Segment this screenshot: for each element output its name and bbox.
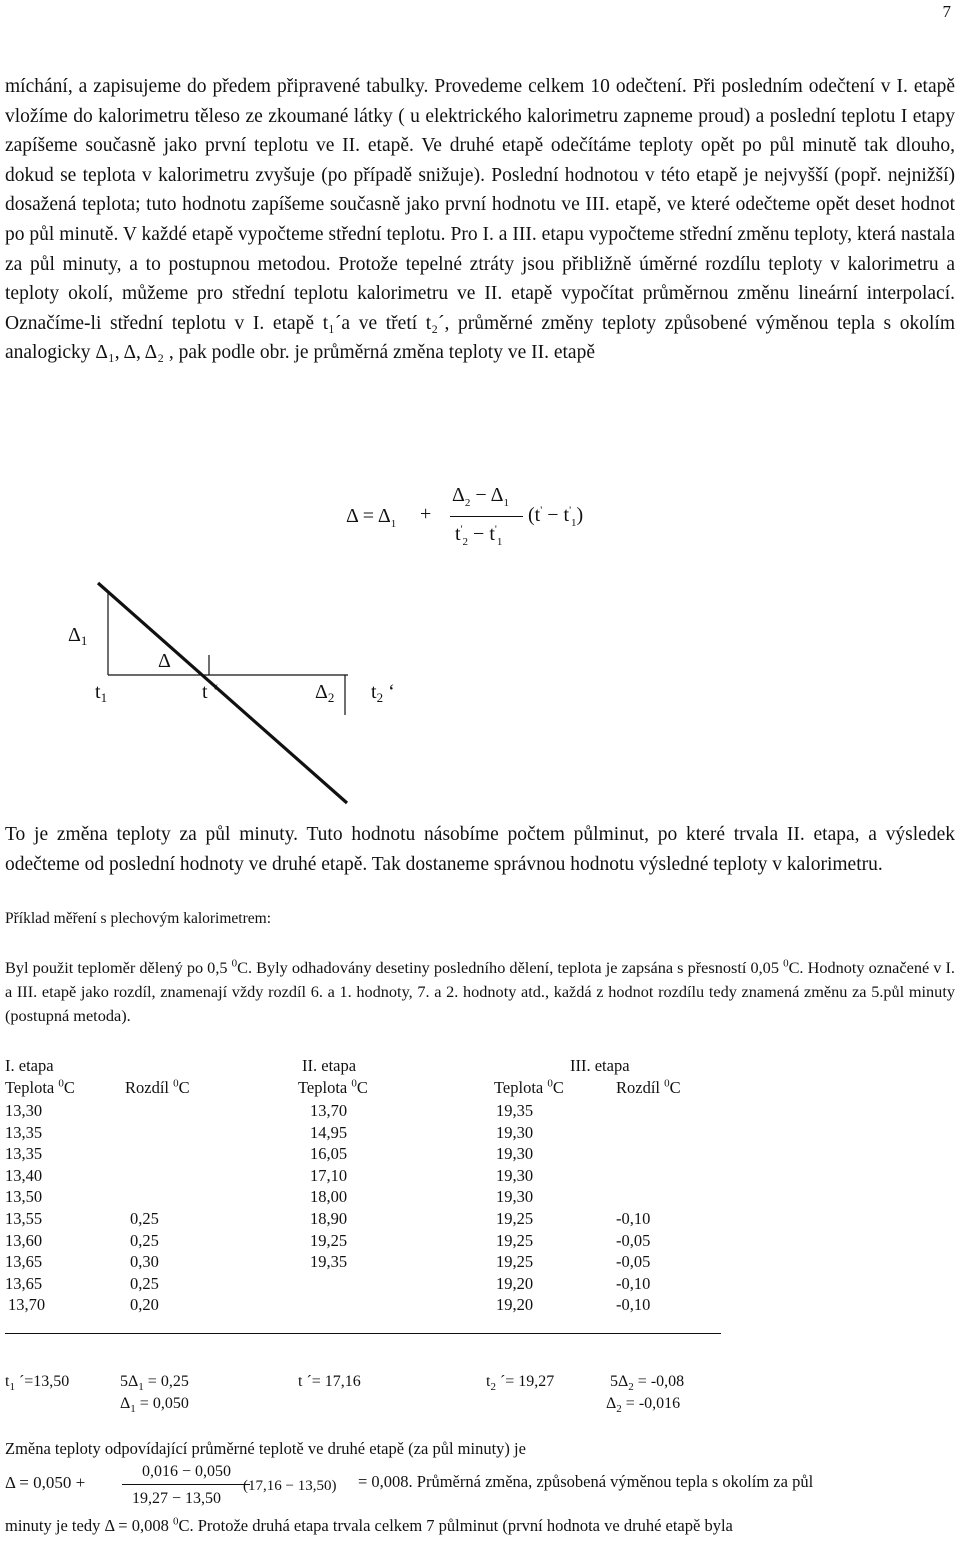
stage2-temp-cell: 13,70 xyxy=(310,1101,348,1120)
formula-parenthesis: $(t' - t'_1)$ xyxy=(528,504,584,529)
result-delta2: $\Delta_2 = -0,016$ xyxy=(606,1395,681,1416)
diagram-label-delta: Δ xyxy=(158,650,171,672)
intro-paragraph: míchání, a zapisujeme do předem připravené tabulky. Provedeme celkem 10 odečtení. Při posledním odečtení v I. etapě vložíme do kalorimetru těleso ze zkoumané látky ( u elektrického kalorimetru zapneme proud) a poslední teplotu I etapy zapíšeme současně jako první teplotu ve II. etapě. Ve druhé etapě odečítáme teploty opět po půl minutě tak dlouho, dokud se teplota v kalorimetru zvyšuje (po případě snižuje). Poslední hodnotou v této etapě je nejvyšší (popř. nejnižší) dosažená teplota; tuto hodnotu zapíšeme současně jako první hodnotu ve III. etapě, ve které odečteme opět deset hodnot po půl minutě. V každé etapě vypočteme střední teplotu. Pro I. a III. etapu vypočteme střední změnu teploty, která nastala za půl minuty, a to postupnou metodou. Protože tepelné ztráty jsou přibližně úměrné rozdílu teploty v kalorimetru a teploty okolí, můžeme pro střední teplotu kalorimetru ve II. etapě vypočítat průměrnou změnu lineární interpolací. Označíme-li střední teplotu v I. etapě t₁´a ve třetí t₂´, průměrné změny teploty způsobené výměnou tepla s okolím analogicky Δ₁, Δ, Δ₂ , pak podle obr. je průměrná změna teploty ve II. etapě xyxy=(5,76,955,364)
stage3-temp-cell: 19,35 xyxy=(496,1101,534,1120)
stage2-temp-cell: 16,05 xyxy=(310,1144,348,1164)
stage1-temp-cell: 13,35 xyxy=(5,1144,43,1164)
header-teplota-1: Teplota $^0$C xyxy=(5,1077,75,1097)
stage1-diff-cell: 0,30 xyxy=(130,1252,159,1272)
stage1-temp-cell: 13,40 xyxy=(5,1165,43,1185)
stage1-diff-cell: 0,25 xyxy=(130,1209,159,1228)
result-tprime: t ´= 17,16 xyxy=(298,1373,361,1390)
formula-numerator: $\Delta_2 - \Delta_1$ xyxy=(452,484,509,509)
stage2-temp-cell: 19,35 xyxy=(310,1252,348,1272)
diagram-sloped-line xyxy=(98,583,347,803)
conclusion-lhs: Δ = 0,050 + xyxy=(5,1473,86,1492)
stage-label-1: I. etapa xyxy=(5,1056,54,1075)
stage2-temp-cell: 17,10 xyxy=(310,1165,348,1185)
stage3-temp-cell: 19,30 xyxy=(496,1165,534,1185)
header-teplota-2: Teplota $^0$C xyxy=(298,1077,368,1097)
header-rozdil-1: Rozdíl $^0$C xyxy=(125,1077,190,1097)
formula-plus: + xyxy=(420,503,432,525)
stage3-temp-cell: 19,20 xyxy=(496,1295,534,1315)
result-t2: $t_2$ ´= 19,27 xyxy=(486,1373,555,1394)
measurement-description: Byl použit teploměr dělený po 0,5 $^0$C. Byly odhadovány desetiny posledního dělení, teplota je zapsána s přesností 0,05 $^0$C. Hodnoty označené v I. a III. etapě jako rozdíl, znamenají vždy rozdíl 6. a 1. hodnoty, 7. a 2. hodnoty atd., každá z hodnot rozdílu tedy znamená změnu za 5.půl minuty (postupná metoda). xyxy=(5,957,955,1025)
conclusion-result: = 0,008. Průměrná změna, způsobená výměnou tepla s okolím za půl xyxy=(358,1472,814,1491)
stage3-temp-cell: 19,20 xyxy=(496,1273,534,1293)
stage2-temp-cell: 19,25 xyxy=(310,1230,348,1250)
formula-denominator: $t'_2 - t'_1$ xyxy=(455,523,503,548)
paragraph-explanation: To je změna teploty za půl minuty. Tuto hodnotu násobíme počtem půlminut, po které trvala II. etapa, a výsledek odečteme od poslední hodnoty ve druhé etapě. Tak dostaneme správnou hodnotu výsledné teploty v kalorimetru. xyxy=(5,824,955,875)
stage1-diff-cell: 0,25 xyxy=(130,1273,159,1293)
stage2-temp-cell: 14,95 xyxy=(310,1122,348,1142)
stage3-temp-cell: 19,25 xyxy=(496,1230,534,1250)
result-t1: $t_1$ ´=13,50 xyxy=(5,1373,70,1394)
stage1-temp-cell: 13,60 xyxy=(5,1230,43,1250)
stage3-temp-cell: 19,30 xyxy=(496,1144,534,1164)
stage1-temp-cell: 13,70 xyxy=(8,1295,46,1315)
example-title: Příklad měření s plechovým kalorimetrem: xyxy=(5,910,272,927)
stage3-diff-cell: -0,10 xyxy=(616,1295,651,1315)
result-five-delta1: $5\Delta_1 = 0,25$ xyxy=(120,1373,189,1394)
diagram-label-delta1: $\Delta_1$ xyxy=(68,624,88,648)
diagram-label-t1: $t_1$ xyxy=(95,681,108,705)
stage3-diff-cell: -0,05 xyxy=(616,1230,651,1250)
stage1-temp-cell: 13,50 xyxy=(5,1187,43,1207)
stage2-temp-cell: 18,90 xyxy=(310,1209,348,1228)
formula-lhs: $\Delta = \Delta_1$ xyxy=(346,505,397,530)
conclusion-line3: minuty je tedy Δ = 0,008 $^0$C. Protože druhá etapa trvala celkem 7 půlminut (první hodnota ve druhé etapě byla xyxy=(5,1515,733,1535)
diagram-label-tprime: t ‘ xyxy=(202,681,220,703)
stage1-diff-cell: 0,25 xyxy=(130,1230,159,1250)
stage3-temp-cell: 19,30 xyxy=(496,1122,534,1142)
stage1-temp-cell: 13,55 xyxy=(5,1209,43,1228)
page-number: 7 xyxy=(942,2,951,21)
result-five-delta2: $5\Delta_2 = -0,08$ xyxy=(610,1373,685,1394)
stage3-temp-cell: 19,30 xyxy=(496,1187,534,1207)
stage1-diff-cell: 0,20 xyxy=(130,1295,159,1315)
diagram-label-t2: $t_2$ ‘ xyxy=(371,681,395,705)
conclusion-numerator: 0,016 − 0,050 xyxy=(142,1463,232,1480)
stage1-temp-cell: 13,65 xyxy=(5,1252,43,1272)
conclusion-denominator: 19,27 − 13,50 xyxy=(132,1490,222,1507)
stage1-temp-cell: 13,35 xyxy=(5,1122,43,1142)
conclusion-parenthesis: (17,16 − 13,50) xyxy=(243,1478,337,1494)
formula-fraction-bar xyxy=(450,516,523,517)
header-teplota-3: Teplota $^0$C xyxy=(494,1077,564,1097)
stage1-temp-cell: 13,65 xyxy=(5,1273,43,1293)
stage1-temp-cell: 13,30 xyxy=(5,1101,43,1120)
result-delta1: $\Delta_1 = 0,050$ xyxy=(120,1395,189,1416)
header-rozdil-3: Rozdíl $^0$C xyxy=(616,1077,681,1097)
stage3-diff-cell: -0,05 xyxy=(616,1252,651,1272)
conclusion-fraction-bar xyxy=(122,1484,250,1485)
diagram-label-delta2: $\Delta_2$ xyxy=(315,681,335,705)
stage-label-2: II. etapa xyxy=(302,1056,357,1075)
interpolation-diagram xyxy=(0,575,420,805)
stage3-temp-cell: 19,25 xyxy=(496,1252,534,1272)
stage3-temp-cell: 19,25 xyxy=(496,1209,534,1228)
table-separator xyxy=(5,1333,721,1334)
stage3-diff-cell: -0,10 xyxy=(616,1273,651,1293)
stage3-diff-cell: -0,10 xyxy=(616,1209,651,1228)
stage-label-3: III. etapa xyxy=(570,1056,630,1075)
stage2-temp-cell: 18,00 xyxy=(310,1187,348,1207)
conclusion-line1: Změna teploty odpovídající průměrné teplotě ve druhé etapě (za půl minuty) je xyxy=(5,1439,526,1458)
